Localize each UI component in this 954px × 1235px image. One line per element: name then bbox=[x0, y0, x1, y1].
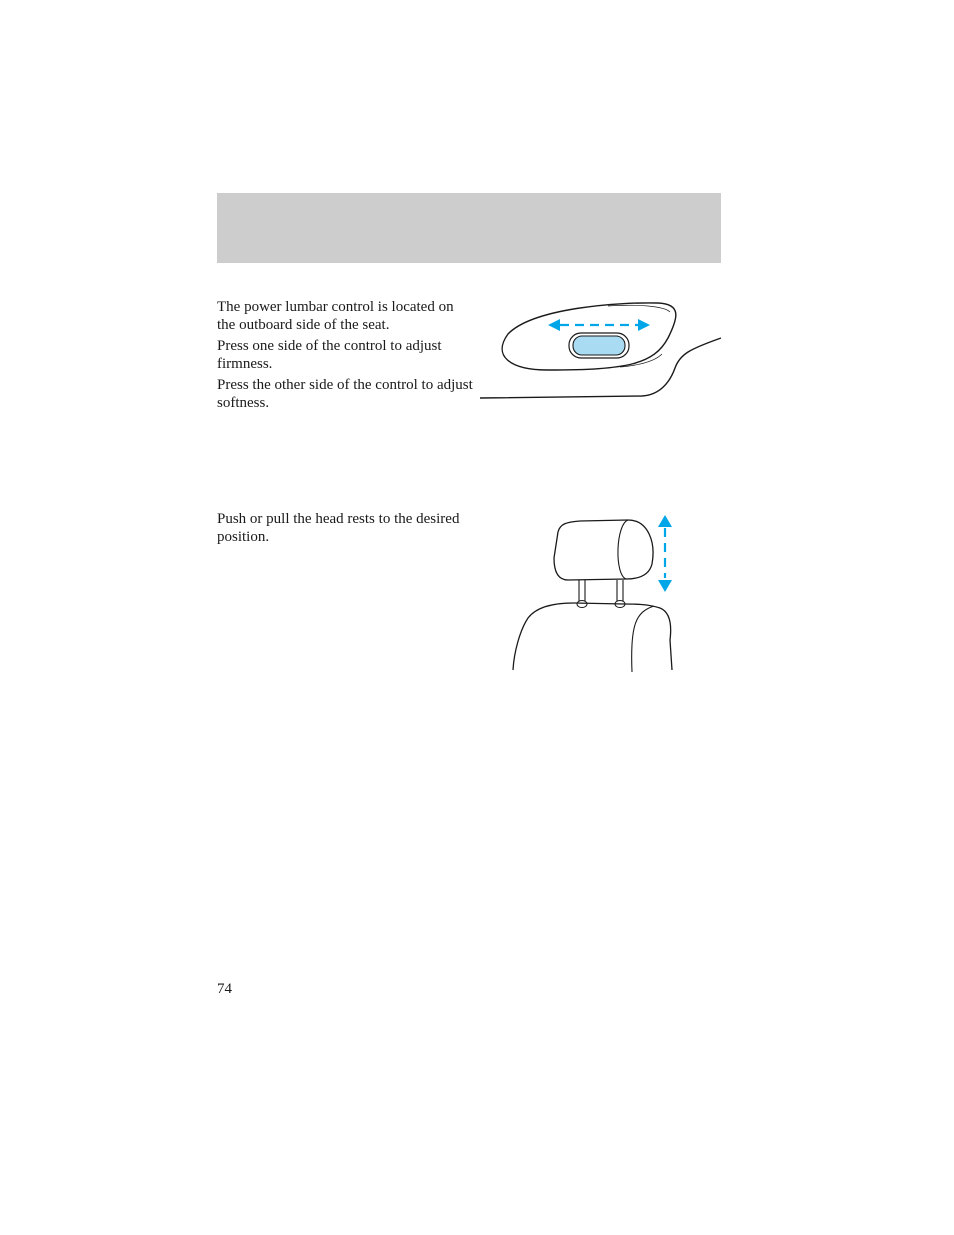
lumbar-switch-inner bbox=[573, 336, 625, 355]
lumbar-paragraph-firmness: Press one side of the control to adjust firmness. bbox=[217, 338, 442, 372]
lumbar-paragraph-softness: Press the other side of the control to adjust softness. bbox=[217, 377, 473, 411]
seatback-outline bbox=[513, 603, 672, 670]
headrest-instructions bbox=[217, 511, 473, 550]
lumbar-instructions bbox=[217, 299, 473, 416]
headrest-illustration bbox=[508, 512, 678, 674]
page-number: 74 bbox=[217, 981, 232, 997]
seatback-side-seam bbox=[632, 606, 654, 672]
lumbar-control-illustration bbox=[478, 298, 724, 402]
lumbar-paragraph-location: The power lumbar control is located on the outboard side of the seat. bbox=[217, 299, 454, 333]
up-down-arrow-icon bbox=[658, 515, 672, 592]
headrest-outline bbox=[554, 520, 653, 580]
left-right-arrow-icon bbox=[548, 319, 650, 331]
headrest-paragraph: Push or pull the head rests to the desired position. bbox=[217, 511, 460, 545]
seat-side-panel-inner-line bbox=[608, 305, 670, 312]
section-header-band bbox=[217, 193, 721, 263]
